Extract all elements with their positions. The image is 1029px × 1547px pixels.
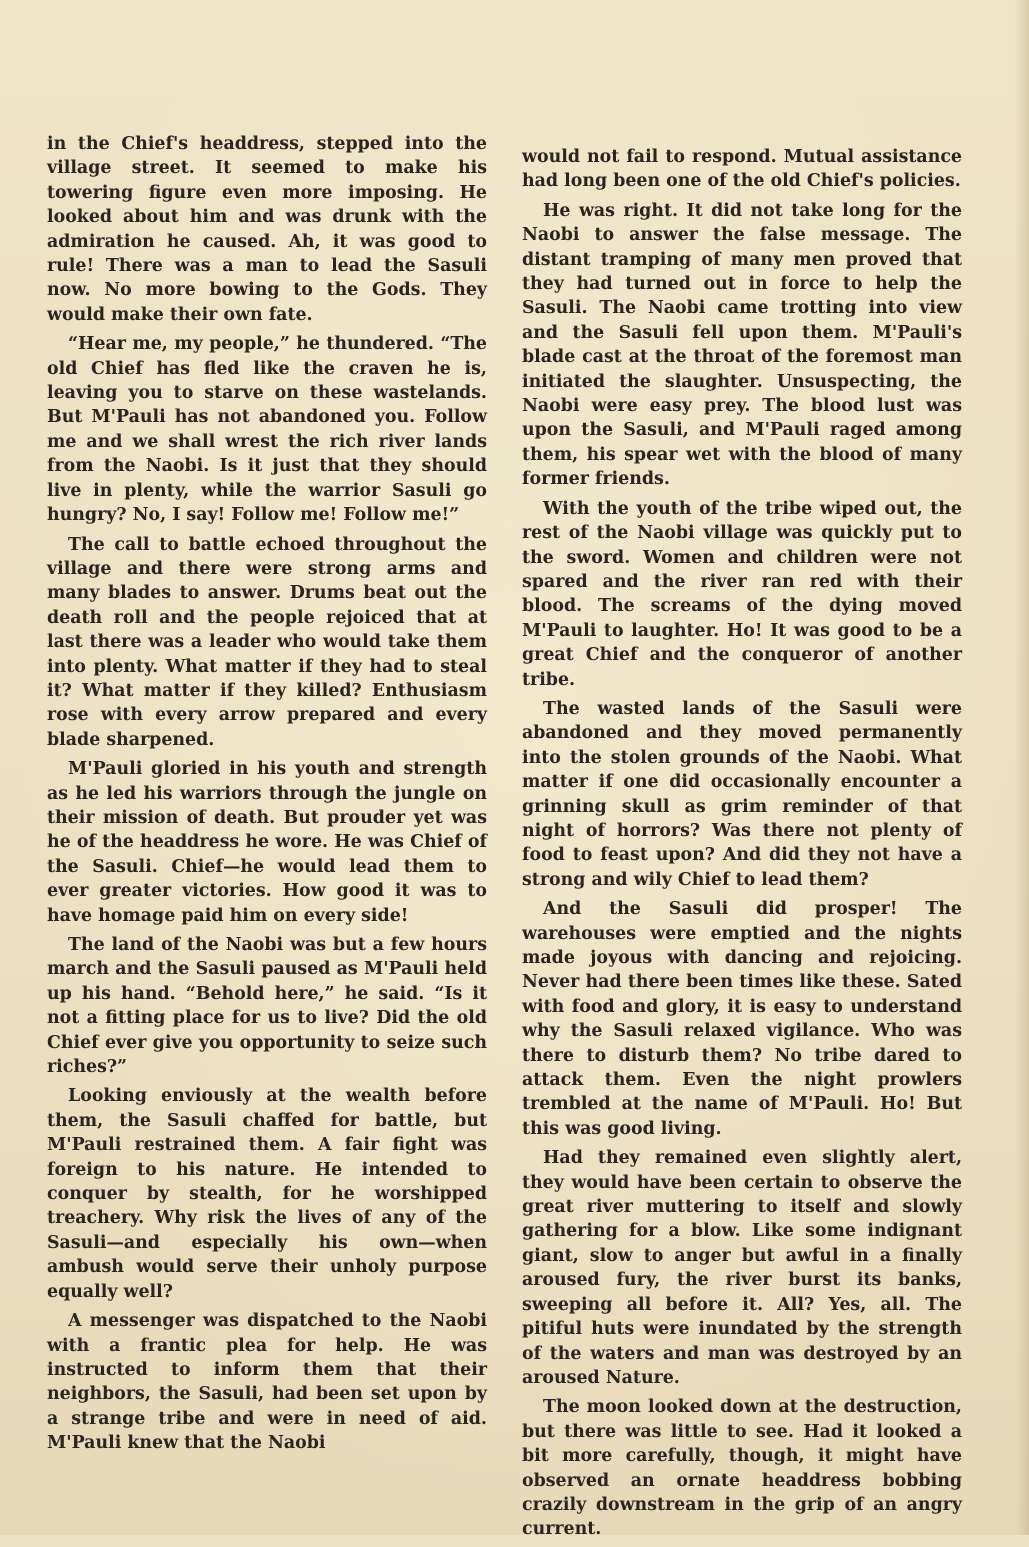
- paragraph: The call to battle echoed throughout the village and there were strong arms and many blades to answer. Drums beat out the death roll and the people rejoiced that at last there was a leader who would take them into plenty. What matter if they had to steal it? What matter if they killed? Enthusiasm rose with every arrow prepared and every blade sharpened.: [47, 534, 487, 750]
- paragraph: in the Chief's headdress, stepped into the village street. It seemed to make his towering figure even more imposing. He looked about him and was drunk with the admiration he caused. Ah, it was good to rule! There was a man to lead the Sasuli now. No more bowing to the Gods. They would make their own fate.: [47, 134, 487, 325]
- right-column: [522, 145, 962, 1547]
- left-column: [47, 132, 487, 1461]
- paragraph: The land of the Naobi was but a few hours march and the Sasuli paused as M'Pauli held up his hand. “Behold here,” he said. “Is it not a fitting place for us to live? Did the old Chief ever give you opportunity to seize such riches?”: [47, 935, 487, 1078]
- paragraph: The wasted lands of the Sasuli were abandoned and they moved permanently into the stolen grounds of the Naobi. What matter if one did occasionally encounter a grinning skull as grim reminder of that night of horrors? Was there not plenty of food to feast upon? And did they not have a strong and wily Chief to lead them?: [522, 698, 962, 890]
- paragraph: Looking enviously at the wealth before them, the Sasuli chaffed for battle, but M'Pauli restrained them. A fair fight was foreign to his nature. He intended to conquer by stealth, for he worshipped treachery. Why risk the lives of any of the Sasuli—and especially his own—when ambush would serve their unholy purpose equally well?: [47, 1086, 487, 1302]
- paragraph: would not fail to respond. Mutual assistance had long been one of the old Chief's policies.: [522, 147, 962, 192]
- page-edge-shadow: [1015, 0, 1029, 1535]
- paragraph: He was right. It did not take long for the Naobi to answer the false message. The distant tramping of many men proved that they had turned out in force to help the Sasuli. The Naobi came trotting into view and the Sasuli fell upon them. M'Pauli's blade cast at the throat of the foremost man initiated the slaughter. Unsuspecting, the Naobi were easy prey. The blood lust was upon the Sasuli, and M'Pauli raged among them, his spear wet with the blood of many former friends.: [522, 200, 962, 490]
- paragraph: Had they remained even slightly alert, they would have been certain to observe the great river muttering to itself and slowly gathering for a blow. Like some indignant giant, slow to anger but awful in a finally aroused fury, the river burst its banks, sweeping all before it. All? Yes, all. The pitiful huts were inundated by the strength of the waters and man was destroyed by an aroused Nature.: [522, 1148, 962, 1388]
- paragraph: And the Sasuli did prosper! The warehouses were emptied and the nights made joyous with dancing and rejoicing. Never had there been times like these. Sated with food and glory, it is easy to understand why the Sasuli relaxed vigilance. Who was there to disturb them? No tribe dared to attack them. Even the night prowlers trembled at the name of M'Pauli. Ho! But this was good living.: [522, 899, 962, 1139]
- paragraph: A messenger was dispatched to the Naobi with a frantic plea for help. He was instructed to inform them that their neighbors, the Sasuli, had been set upon by a strange tribe and were in need of aid. M'Pauli knew that the Naobi: [47, 1311, 487, 1454]
- paragraph: The moon looked down at the destruction, but there was little to see. Had it looked a bit more carefully, though, it might have observed an ornate headdress bobbing crazily downstream in the grip of an angry current.: [522, 1397, 962, 1540]
- paragraph: “Hear me, my people,” he thundered. “The old Chief has fled like the craven he is, leaving you to starve on these wastelands. But M'Pauli has not abandoned you. Follow me and we shall wrest the rich river lands from the Naobi. Is it just that they should live in plenty, while the warrior Sasuli go hungry? No, I say! Follow me! Follow me!”: [47, 334, 487, 526]
- paragraph: With the youth of the tribe wiped out, the rest of the Naobi village was quickly put to the sword. Women and children were not spared and the river ran red with their blood. The screams of the dying moved M'Pauli to laughter. Ho! It was good to be a great Chief and the conqueror of another tribe.: [522, 498, 962, 690]
- paragraph: M'Pauli gloried in his youth and strength as he led his warriors through the jungle on their mission of death. But prouder yet was he of the headdress he wore. He was Chief of the Sasuli. Chief—he would lead them to ever greater victories. How good it was to have homage paid him on every side!: [47, 759, 487, 926]
